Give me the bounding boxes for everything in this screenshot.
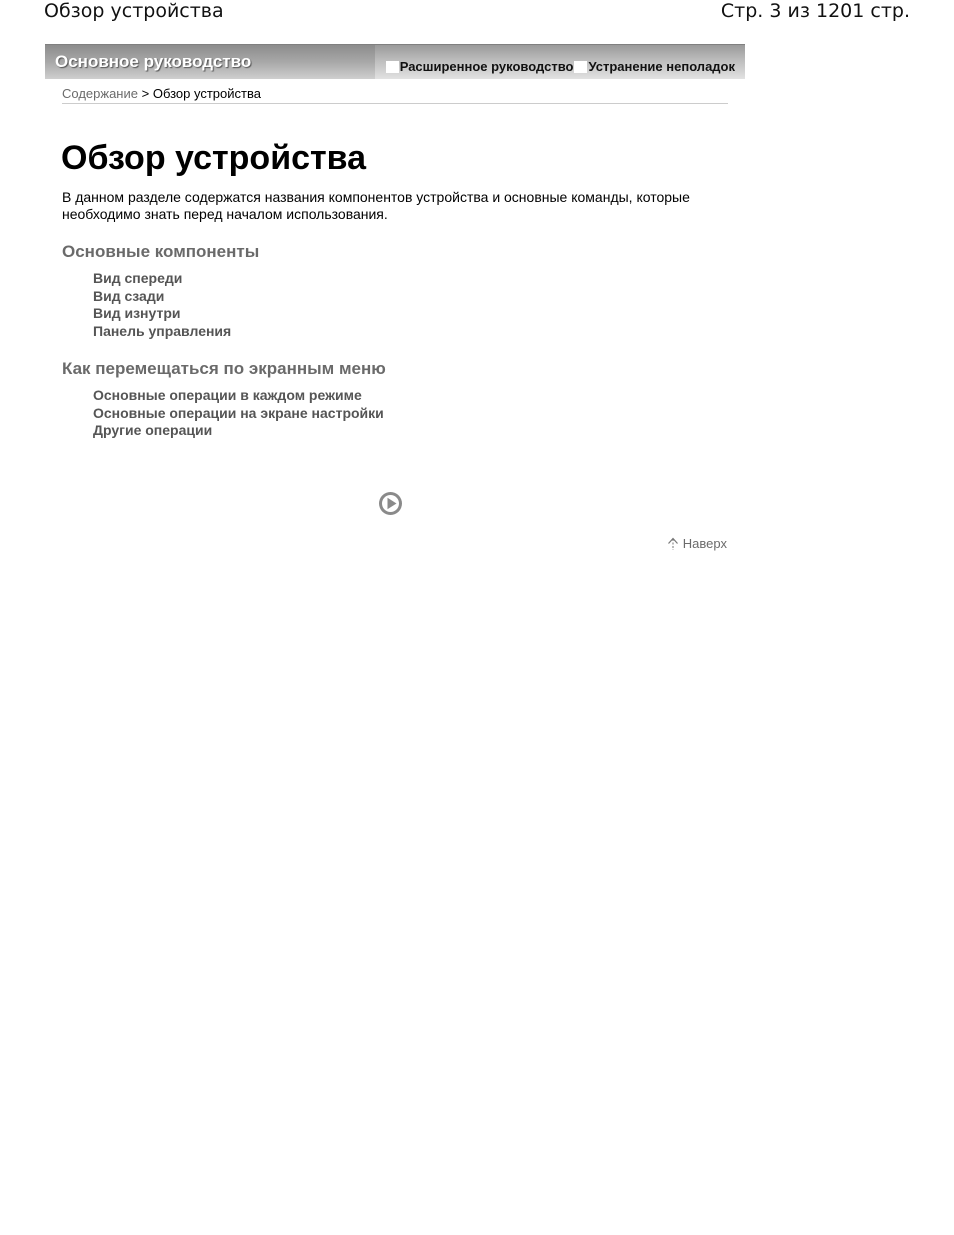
square-icon: [574, 61, 587, 73]
section-heading-menus: Как перемещаться по экранным меню: [62, 359, 386, 378]
page-intro: В данном разделе содержатся названия компонентов устройства и основные команды, которые необходимо знать перед началом использования.: [62, 189, 690, 222]
arrow-up-icon: [667, 537, 679, 551]
link-basic-operations-settings[interactable]: Основные операции на экране настройки: [93, 404, 384, 421]
section-heading-components: Основные компоненты: [62, 242, 260, 261]
link-other-operations[interactable]: Другие операции: [93, 422, 213, 438]
square-icon: [386, 61, 399, 73]
print-header-page-count: Стр. 3 из 1201 стр.: [720, 0, 910, 22]
tab-basic-guide[interactable]: [45, 45, 375, 79]
menus-link-list: [93, 387, 384, 440]
manual-nav-bar: [45, 44, 745, 79]
breadcrumb-separator: >: [141, 86, 150, 101]
link-basic-operations-mode[interactable]: Основные операции в каждом режиме: [93, 387, 362, 403]
page-title: Обзор устройства: [61, 139, 367, 177]
link-rear-view[interactable]: Вид сзади: [93, 287, 165, 304]
breadcrumb: [62, 86, 728, 104]
breadcrumb-current: Обзор устройства: [152, 86, 261, 101]
print-header: [0, 0, 954, 30]
link-inside-view[interactable]: Вид изнутри: [93, 305, 181, 321]
tab-troubleshooting[interactable]: [574, 59, 735, 74]
nav-tabs-right: [386, 59, 735, 74]
back-to-top-label: Наверх: [682, 536, 727, 551]
print-header-title: Обзор устройства: [44, 0, 224, 22]
components-link-list: [93, 270, 231, 340]
breadcrumb-contents-link[interactable]: Содержание: [62, 86, 138, 101]
tab-advanced-guide-label: Расширенное руководство: [399, 59, 574, 74]
link-front-view[interactable]: Вид спереди: [93, 270, 183, 286]
back-to-top-link[interactable]: [667, 536, 727, 551]
play-circle-icon[interactable]: [378, 491, 403, 516]
tab-advanced-guide[interactable]: [386, 59, 574, 74]
tab-troubleshooting-label: Устранение неполадок: [588, 59, 735, 74]
tab-basic-guide-label: Основное руководство: [55, 52, 252, 71]
link-operation-panel[interactable]: Панель управления: [93, 322, 232, 339]
